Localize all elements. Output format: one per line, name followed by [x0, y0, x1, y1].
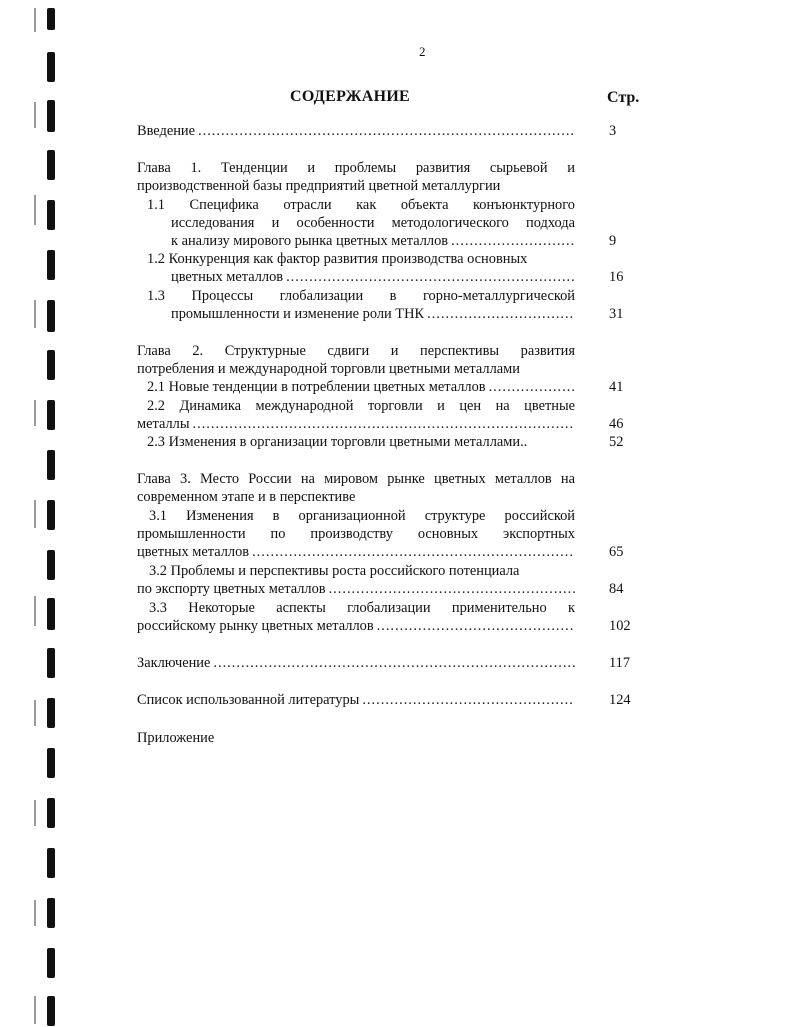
- toc-entry-text: Список использованной литературы: [137, 692, 360, 708]
- toc-section-2-2-last: [137, 415, 575, 433]
- binding-mark: [47, 150, 55, 180]
- leader-dots: [489, 378, 575, 396]
- toc-entry-references: [137, 691, 575, 709]
- toc-entry-appendix: Приложение: [137, 730, 215, 746]
- toc-entry-text: Заключение: [137, 655, 211, 671]
- toc-entry-text: Введение: [137, 123, 196, 139]
- binding-mark: [47, 550, 55, 580]
- binding-mark: [34, 700, 36, 726]
- binding-mark: [34, 300, 36, 328]
- leader-dots: [329, 580, 575, 598]
- toc-section-3-2-last: [137, 580, 575, 598]
- leader-dots: [213, 654, 575, 672]
- binding-mark: [34, 195, 36, 225]
- toc-section-3-3-last: [137, 617, 575, 635]
- toc-entry-text: промышленности и изменение роли ТНК: [171, 306, 425, 322]
- binding-mark: [47, 848, 55, 878]
- toc-section-1-2-last: [171, 268, 575, 286]
- chapter-1-heading-line: производственной базы предприятий цветной металлургии: [137, 178, 501, 194]
- leader-dots: [377, 617, 575, 635]
- binding-mark: [34, 800, 36, 826]
- toc-page-number: 65: [609, 544, 624, 560]
- binding-mark: [47, 350, 55, 380]
- toc-entry-conclusion: [137, 654, 575, 672]
- toc-page-number: 31: [609, 306, 624, 322]
- leader-dots: [252, 543, 575, 561]
- leader-dots: [198, 122, 575, 140]
- toc-page-number: 117: [609, 655, 631, 671]
- binding-mark: [47, 500, 55, 530]
- toc-section-1-3-last: [171, 305, 575, 323]
- binding-mark: [47, 798, 55, 828]
- leader-dots: [362, 691, 575, 709]
- binding-mark: [47, 400, 55, 430]
- toc-page-number: 124: [609, 692, 631, 708]
- toc-page-number: 102: [609, 618, 631, 634]
- leader-dots: [193, 415, 575, 433]
- binding-mark: [47, 300, 55, 332]
- page-number: 2: [419, 44, 426, 59]
- toc-page-number: 9: [609, 233, 617, 249]
- toc-entry-text: 2.1 Новые тенденции в потреблении цветных металлов: [147, 379, 486, 395]
- binding-mark: [34, 8, 36, 32]
- binding-mark: [34, 500, 36, 528]
- toc-entry-text: цветных металлов: [171, 269, 284, 285]
- binding-mark: [47, 100, 55, 132]
- binding-mark: [47, 948, 55, 978]
- toc-entry-text: металлы: [137, 416, 190, 432]
- leader-dots: [451, 232, 575, 250]
- toc-section-3-1-cont: промышленности по производству основных экспортных: [137, 526, 575, 542]
- toc-page-number: 52: [609, 434, 624, 450]
- binding-mark: [47, 996, 55, 1026]
- leader-dots: [427, 305, 575, 323]
- binding-mark: [34, 102, 36, 128]
- chapter-2-heading-line: Глава 2. Структурные сдвиги и перспективы развития: [137, 343, 575, 359]
- chapter-3-heading-line: Глава 3. Место России на мировом рынке цветных металлов на: [137, 471, 575, 487]
- binding-mark: [34, 900, 36, 926]
- toc-section-1-1-cont: исследования и особенности методологического подхода: [171, 215, 575, 231]
- chapter-1-heading-line: Глава 1. Тенденции и проблемы развития сырьевой и: [137, 160, 575, 176]
- binding-mark: [47, 748, 55, 778]
- toc-entry-intro: [137, 122, 575, 140]
- binding-mark: [47, 52, 55, 82]
- chapter-3-heading-line: современном этапе и в перспективе: [137, 489, 356, 505]
- toc-section-3-3: 3.3 Некоторые аспекты глобализации применительно к: [149, 600, 575, 616]
- toc-section-1-2: 1.2 Конкуренция как фактор развития производства основных: [147, 251, 528, 267]
- toc-section-2-3: 2.3 Изменения в организации торговли цветными металлами..: [147, 434, 528, 450]
- binding-marks: [0, 0, 80, 1027]
- binding-mark: [47, 598, 55, 630]
- toc-entry-text: российскому рынку цветных металлов: [137, 618, 374, 634]
- toc-section-3-2: 3.2 Проблемы и перспективы роста российского потенциала: [149, 563, 520, 579]
- binding-mark: [34, 996, 36, 1024]
- page-column-header: Стр.: [607, 89, 640, 106]
- toc-page-number: 41: [609, 379, 624, 395]
- chapter-2-heading-line: потребления и международной торговли цветными металлами: [137, 361, 520, 377]
- binding-mark: [47, 8, 55, 30]
- toc-section-2-1: [147, 378, 575, 396]
- binding-mark: [47, 698, 55, 728]
- binding-mark: [34, 400, 36, 426]
- binding-mark: [47, 450, 55, 480]
- toc-section-1-3: 1.3 Процессы глобализации в горно-металлургической: [147, 288, 575, 304]
- toc-section-2-2: 2.2 Динамика международной торговли и цен на цветные: [147, 398, 575, 414]
- toc-section-3-1: 3.1 Изменения в организационной структуре российской: [149, 508, 575, 524]
- toc-page-number: 3: [609, 123, 617, 139]
- toc-section-3-1-last: [137, 543, 575, 561]
- binding-mark: [34, 596, 36, 626]
- binding-mark: [47, 648, 55, 678]
- toc-page-number: 16: [609, 269, 624, 285]
- leader-dots: [286, 268, 575, 286]
- toc-page-number: 84: [609, 581, 624, 597]
- toc-section-1-1: 1.1 Специфика отрасли как объекта конъюнктурного: [147, 197, 575, 213]
- binding-mark: [47, 200, 55, 230]
- binding-mark: [47, 250, 55, 280]
- toc-entry-text: по экспорту цветных металлов: [137, 581, 326, 597]
- toc-entry-text: цветных металлов: [137, 544, 250, 560]
- toc-page-number: 46: [609, 416, 624, 432]
- toc-section-1-1-last: [171, 232, 575, 250]
- toc-title: СОДЕРЖАНИЕ: [290, 88, 411, 105]
- toc-entry-text: к анализу мирового рынка цветных металлов: [171, 233, 449, 249]
- binding-mark: [47, 898, 55, 928]
